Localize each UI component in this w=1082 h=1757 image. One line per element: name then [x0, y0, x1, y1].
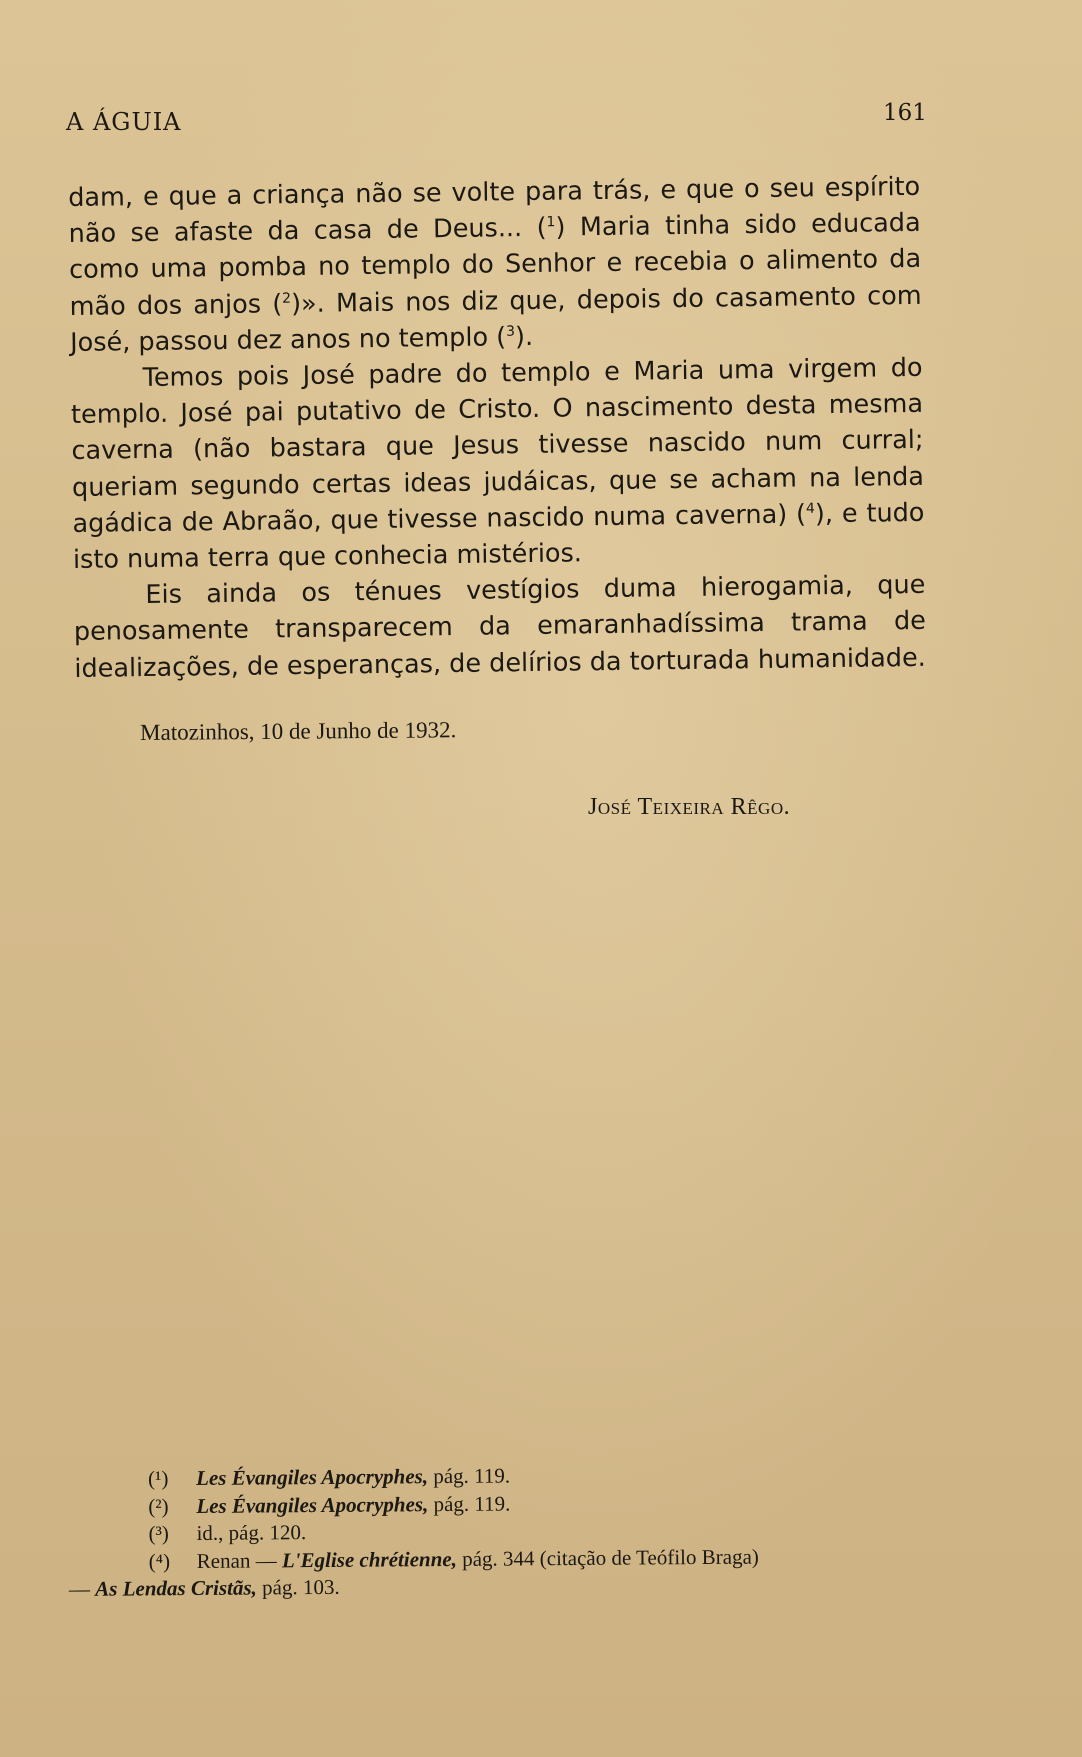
footnote-text: pág. 344 (citação de Teófilo Braga) [456, 1544, 759, 1571]
footnote-text: pág. 119. [428, 1491, 511, 1516]
footnote-ref: 3 [505, 323, 516, 340]
footnote-title: Les Évangiles Apocryphes, [196, 1491, 429, 1518]
paragraph-1 [68, 169, 922, 361]
paragraph-3: Eis ainda os ténues vestígios duma hierogamia, que penosamente transparecem da emaranhadíssima trama de idealizações, de esperanças, de delírios da torturada humanidade. [73, 570, 927, 684]
footnote-mark: (³) [148, 1521, 169, 1546]
text-run: )». Mais nos diz que, depois do casamento com José, passou dez anos no templo ( [69, 280, 922, 358]
footnote-title: L'Eglise chrétienne, [281, 1546, 457, 1572]
footnote-mark: (²) [148, 1493, 169, 1518]
footnote-text: pág. 103. [256, 1574, 340, 1600]
footnote-mark: (¹) [148, 1466, 169, 1491]
footnote-mark: (⁴) [148, 1548, 171, 1573]
footnote-text: id., pág. 120. [196, 1520, 307, 1545]
text-run: Temos pois José padre do templo e Maria uma virgem do templo. José pai putativo de Cristo. O nascimento desta mesma caverna (não bastara que Jesus tivesse nascido num curral; queriam segundo certas ideas judáicas, que se acham na lenda agádica de Abraão, que tivesse nascido numa caverna) ( [70, 352, 925, 539]
footnote-title: As Lendas Cristãs, [95, 1575, 257, 1601]
running-title: A ÁGUIA [66, 108, 182, 136]
footnote-title: Les Évangiles Apocryphes, [196, 1464, 429, 1490]
footnote-ref: 1 [546, 214, 556, 231]
footnotes [68, 1459, 929, 1603]
page-number: 161 [883, 100, 927, 126]
footnote-text: Renan — [196, 1547, 282, 1573]
paragraph-2 [70, 350, 925, 578]
place-date: Matozinhos, 10 de Junho de 1932. [140, 717, 457, 745]
body-text [68, 169, 927, 687]
footnote-4-continuation [69, 1569, 929, 1603]
author-signature: José Teixeira Rêgo. [588, 794, 791, 820]
footnote-ref: 2 [282, 290, 292, 307]
footnote-text: pág. 119. [427, 1463, 511, 1489]
text-run: ). [514, 321, 534, 352]
text-run: ), e tudo isto numa terra que conhecia mistérios. [72, 497, 925, 575]
text-run: ) Maria tinha sido educada como uma pomba no templo do Senhor e recebia o alimento da mão dos anjos ( [68, 208, 922, 322]
footnote-ref: 4 [805, 500, 815, 517]
footnote-dash: — [68, 1576, 96, 1601]
text-run: dam, e que a criança não se volte para trás, e que o seu espírito não se afaste da casa de Deus... ( [68, 171, 921, 250]
